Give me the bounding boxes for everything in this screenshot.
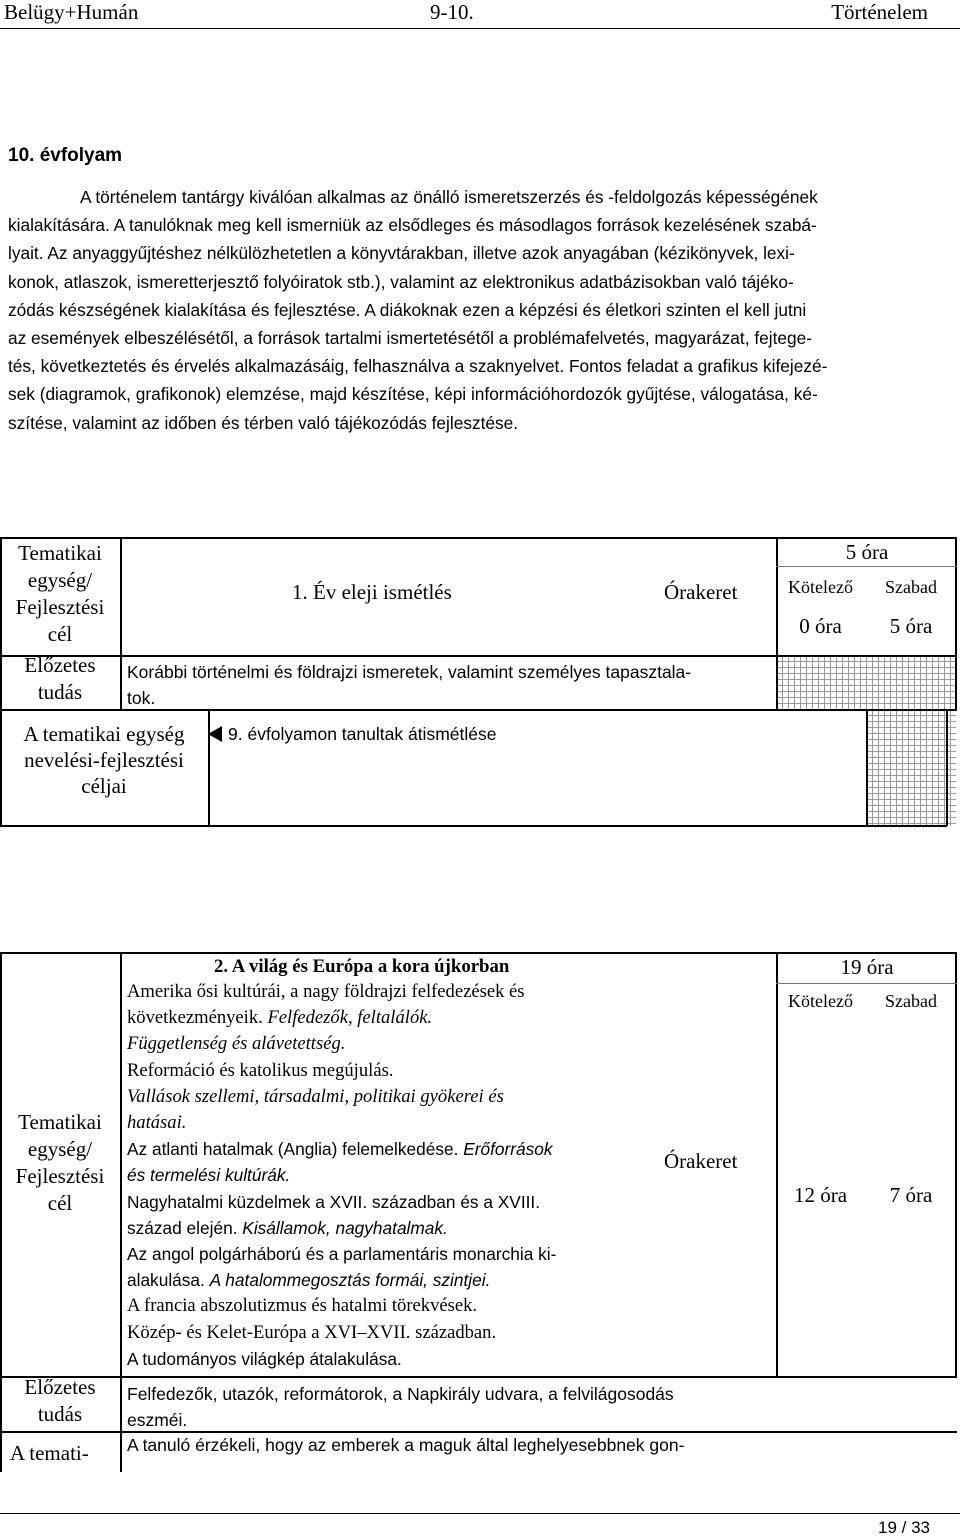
goals-text: A tanuló érzékeli, hogy az emberek a maguk által leghelyesebbnek gon- [127,1435,685,1455]
intro-line: lyait. Az anyaggyűjtéshez nélkülözhetetlen a könyvtárakban, illetve azok anyagában (kézikönyvek, lexi- [8,243,795,264]
hatched-cell [776,655,956,709]
unit-title: 2. A világ és Európa a kora újkorban [214,956,510,977]
header-center: 9-10. [430,0,474,24]
kotelezo-label: Kötelező [788,991,853,1011]
intro-line: konok, atlaszok, ismeretterjesztő folyóiratok stb.), valamint az elektronikus adatbázisokban való tájéko- [8,271,794,292]
goals-label: A temati- [10,1441,89,1465]
content-line: Az angol polgárháború és a parlamentáris monarchia ki- [127,1244,557,1265]
unit-content [127,979,556,1372]
orakeret-label: Órakeret [664,1149,738,1173]
content-line: Vallások szellemi, társadalmi, politikai gyökerei és [127,1085,504,1107]
header-rule [0,28,960,29]
content-line: század elején. Kisállamok, nagyhatalmak. [127,1217,448,1238]
total-hours: 19 óra [840,955,894,979]
content-line: Az atlanti hatalmak (Anglia) felemelkedése. Erőforrások [127,1139,553,1160]
content-line: alakulása. A hatalommegosztás formái, szintjei. [127,1270,491,1291]
intro-paragraph [8,183,928,437]
goals-label: A tematikai egység nevelési-fejlesztési céljai [23,722,185,798]
content-line: A francia abszolutizmus és hatalmi törekvések. [127,1295,478,1317]
header-right: Történelem [831,0,928,24]
section-title: 10. évfolyam [8,145,123,166]
szabad-label: Szabad [885,991,937,1011]
kotelezo-hours: 12 óra [793,1183,848,1207]
content-line: Közép- és Kelet-Európa a XVI–XVII. században. [127,1321,497,1343]
content-line: Reformáció és katolikus megújulás. [127,1059,394,1081]
intro-line: sek (diagramok, grafikonok) elemzése, majd készítése, képi információhordozók gyűjtése, válogatása, ké- [8,384,818,405]
unit-title: 1. Év eleji ismétlés [292,580,452,604]
orakeret-label: Órakeret [664,580,738,604]
intro-line: tés, következtetés és érvelés alkalmazásáig, felhasználva a szaknyelvet. Fontos feladat a grafikus kifejezé- [8,356,828,377]
content-line: A tudományos világkép átalakulása. [127,1348,402,1369]
prior-knowledge-text: Korábbi történelmi és földrajzi ismeretek, valamint személyes tapasztala- tok. [127,662,692,708]
prior-knowledge-text: Felfedezők, utazók, reformátorok, a Napkirály udvara, a felvilágosodás eszméi. [127,1384,674,1430]
content-line: Nagyhatalmi küzdelmek a XVII. században és a XVIII. [127,1191,541,1212]
header-left: Belügy+Humán [4,0,139,24]
szabad-hours: 5 óra [889,614,933,638]
hatched-cell [866,709,956,826]
content-line: következményeik. Felfedezők, feltalálók. [127,1007,433,1029]
unit-label: Tematikai egység/ Fejlesztési cél [15,541,105,646]
prior-knowledge-label: Előzetes tudás [24,653,96,704]
szabad-label: Szabad [885,577,937,597]
intro-line: zódás készségének kialakítása és fejlesztése. A diákoknak ezen a képzési és életkori szinten el kell jutni [8,299,807,320]
content-line: hatásai. [127,1112,187,1134]
intro-line: A történelem tantárgy kiválóan alkalmas az önálló ismeretszerzés és -feldolgozás képességének [80,187,818,207]
unit-label: Tematikai egység/ Fejlesztési cél [15,1110,105,1215]
triangle-bullet-icon [208,726,222,742]
content-line: és termelési kultúrák. [127,1165,291,1186]
content-line: Amerika ősi kultúrái, a nagy földrajzi felfedezések és [127,981,525,1002]
intro-line: az események elbeszélésétől, a források tartalmi ismertetésétől a problémafelvetés, magyarázat, fejtege- [8,328,812,349]
kotelezo-hours: 0 óra [799,614,842,638]
footer-rule [0,1513,960,1514]
szabad-hours: 7 óra [889,1183,933,1207]
goals-text: 9. évfolyamon tanultak átismétlése [208,721,496,747]
page-number: 19 / 33 [878,1518,930,1537]
intro-line: szítése, valamint az időben és térben való tájékozódás fejlesztése. [8,412,519,433]
kotelezo-label: Kötelező [788,577,853,597]
total-hours: 5 óra [845,540,889,564]
content-line: Függetlenség és alávetettség. [127,1033,346,1055]
intro-line: kialakítására. A tanulóknak meg kell ismerniük az elsődleges és másodlagos források kezelésének szabá- [8,215,817,236]
prior-knowledge-label: Előzetes tudás [24,1375,96,1426]
